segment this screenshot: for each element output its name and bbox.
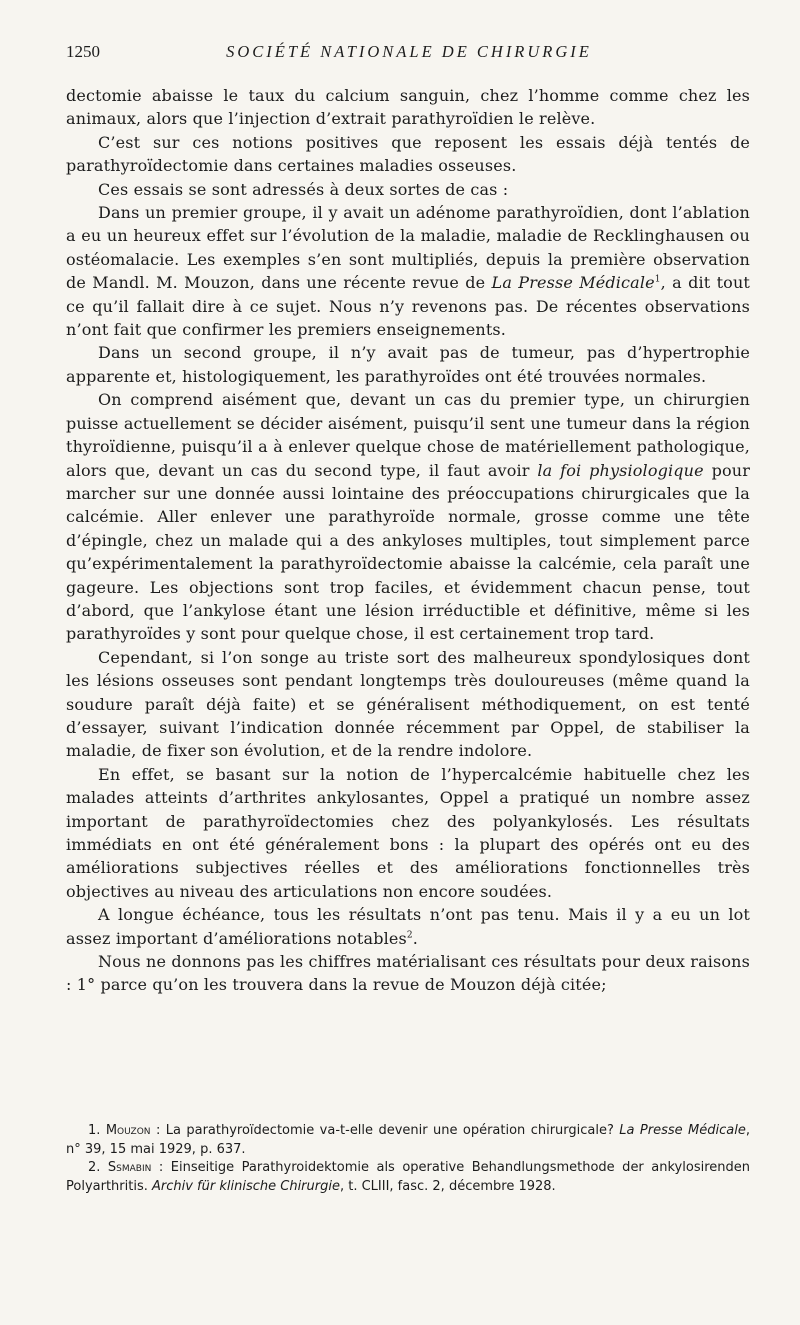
footnote-author: Ssmabin <box>107 1160 152 1176</box>
footnote <box>66 1122 750 1159</box>
journal-title: La Presse Médicale <box>491 273 655 293</box>
body-text <box>66 84 750 997</box>
paragraph: Ces essais se sont adressés à deux sortes de cas : <box>98 179 509 199</box>
footnote-ref[interactable]: 1 <box>654 274 661 285</box>
text-run: . <box>412 928 418 948</box>
text-run: pour marcher sur une donnée aussi lointaine des préoccupations chirurgicales que la calcémie. Aller enlever une parathyroïde normale, grosse comme une tête d’épingle, chez un malade qui a des ankyloses multiples, tout simplement parce qu’expérimentalement la parathyroïdectomie abaisse la calcémie, cela paraît une gageure. Les objections sont trop faciles, et évidemment chacun pense, tout d’abord, que l’ankylose étant une lésion irréductible et définitive, même si les parathyroïdes y sont pour quelque chose, il est certainement trop tard. <box>66 460 751 644</box>
text-run: , n° 39, 15 mai 1929, p. 637. <box>66 1123 750 1157</box>
paragraph: dectomie abaisse le taux du calcium sanguin, chez l’homme comme chez les animaux, alors que l’injection d’extrait parathyroïdien le relève. <box>66 86 750 129</box>
footnote-number: 2. <box>88 1160 101 1176</box>
paragraph: C’est sur ces notions positives que reposent les essais déjà tentés de parathyroïdectomie dans certaines maladies osseuses. <box>66 132 750 176</box>
text-run: On comprend aisément que, devant un cas du premier type, un chirurgien puisse actuellement se décider aisément, puisqu’il sent une tumeur dans la région thyroïdienne, puisqu’il a à enlever quelque chose de matériellement pathologique, alors que, devant un cas du second type, il faut avoir <box>66 390 750 480</box>
text-run: : La parathyroïdectomie va-t-elle devenir une opération chirurgicale? <box>150 1123 620 1138</box>
paragraph <box>66 201 750 341</box>
footnote-number: 1. <box>88 1123 101 1138</box>
paragraph: Nous ne donnons pas les chiffres matérialisant ces résultats pour deux raisons : 1° parce qu’on les trouvera dans la revue de Mouzon déjà citée; <box>66 952 750 995</box>
text-run: , t. CLIII, fasc. 2, décembre 1928. <box>339 1178 556 1194</box>
emphasis: la foi physiologique <box>537 460 704 480</box>
footnote-author: Mouzon <box>105 1123 151 1138</box>
text-run: A longue échéance, tous les résultats n’ont pas tenu. Mais il y a eu un lot assez important d’améliorations notables <box>66 905 750 948</box>
page-header <box>66 42 752 68</box>
paragraph <box>66 903 750 950</box>
paragraph: Dans un second groupe, il n’y avait pas de tumeur, pas d’hypertrophie apparente et, histologiquement, les parathyroïdes ont été trouvées normales. <box>66 343 750 386</box>
journal-title: Archiv für klinische Chirurgie <box>152 1178 340 1194</box>
paragraph: En effet, se basant sur la notion de l’hypercalcémie habituelle chez les malades atteints d’arthrites ankylosantes, Oppel a pratiqué un nombre assez important de parathyroïdectomies chez des polyankylosés. Les résultats immédiats en ont été généralement bons : la plupart des opérés ont eu des améliorations subjectives réelles et des améliorations fonctionnelles très objectives au niveau des articulations non encore soudées. <box>66 764 750 901</box>
text-run: , a dit tout ce qu’il fallait dire à ce sujet. Nous n’y revenons pas. De récentes observations n’ont fait que confirmer les premiers enseignements. <box>66 273 751 340</box>
footnote <box>66 1159 750 1196</box>
footnotes <box>66 1122 750 1196</box>
text-run: : Einseitige Parathyroidektomie als operative Behandlungsmethode der ankylosirenden Polyarthritis. <box>66 1160 750 1194</box>
page-number: 1250 <box>66 42 100 61</box>
paragraph <box>66 388 750 645</box>
text-run: Dans un premier groupe, il y avait un adénome parathyroïdien, dont l’ablation a eu un heureux effet sur l’évolution de la maladie, maladie de Recklinghausen ou ostéomalacie. Les exemples s’en sont multipliés, depuis la première observation de Mandl. M. Mouzon, dans une récente revue de <box>66 203 750 293</box>
footnote-ref[interactable]: 2 <box>406 930 413 941</box>
paragraph: Cependant, si l’on songe au triste sort des malheureux spondylosiques dont les lésions osseuses sont pendant longtemps très douloureuses (même quand la soudure paraît déjà faite) et se généralisent méthodiquement, on est tenté d’essayer, suivant l’indication donnée récemment par Oppel, de stabiliser la maladie, de fixer son évolution, et de la rendre indolore. <box>66 647 750 761</box>
journal-title: La Presse Médicale <box>619 1123 746 1138</box>
running-head: SOCIÉTÉ NATIONALE DE CHIRURGIE <box>226 42 592 61</box>
